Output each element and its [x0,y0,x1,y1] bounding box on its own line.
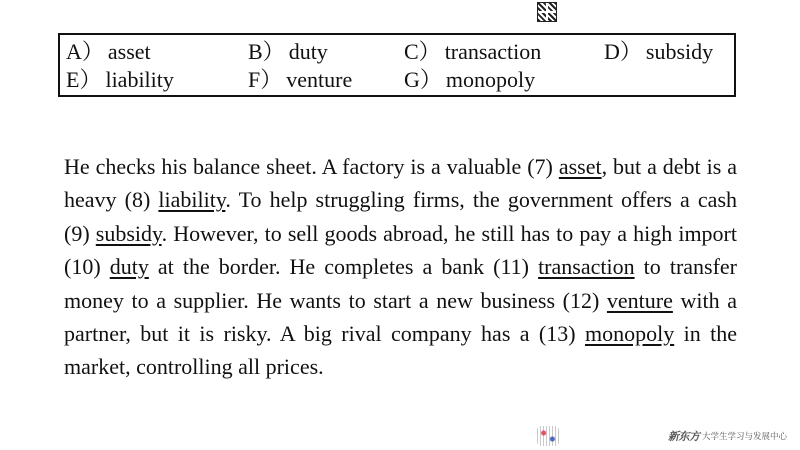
option-letter: G） [404,67,442,92]
passage-text-segment: at the border. He completes a bank (11) [148,254,539,280]
option-word: duty [288,39,328,64]
option-word: liability [105,67,174,92]
passage-text [64,150,737,384]
passage-text-segment: with a partner, but it is risky. A big rival company has a (13) [64,287,737,347]
answer-blank-9: subsidy [95,220,162,246]
mini-program-code-icon [537,426,559,446]
word-option-f [248,67,352,93]
passage-text-segment: He checks his balance sheet. A factory is a valuable (7) [64,154,559,179]
answer-blank-13: monopoly [584,321,675,347]
option-word: transaction [444,39,542,64]
option-letter: F） [248,67,283,92]
brand-name: 大学生学习与发展中心 [702,432,788,442]
option-letter: A） [66,39,104,64]
option-word: monopoly [445,67,536,92]
option-word: subsidy [645,39,714,64]
brand-logo: 新东方 [668,430,700,443]
passage-text-segment: to transfer money to a supplier. He wants to start a new business (12) [64,254,738,313]
word-option-c [404,39,541,65]
word-option-d [604,39,713,65]
answer-blank-12: venture [606,287,673,313]
word-option-a [66,39,151,65]
option-letter: C） [404,39,441,64]
word-option-e [66,67,174,93]
word-option-b [248,39,328,65]
option-word: venture [286,67,353,92]
passage-text-segment: in the market, controlling all prices. [64,321,737,380]
word-bank-box [58,33,736,97]
passage-text-segment: . However, to sell goods abroad, he still has to pay a high import (10) [64,220,737,280]
qr-code-icon [537,2,557,22]
option-letter: D） [604,39,642,64]
answer-blank-7: asset [558,154,602,179]
option-letter: E） [66,67,102,92]
option-letter: B） [248,39,285,64]
passage-text-segment: , but a debt is a heavy (8) [64,154,737,213]
option-word: asset [107,39,151,64]
answer-blank-11: transaction [538,254,635,280]
passage-text-segment: . To help struggling firms, the government offers a cash (9) [64,187,737,246]
word-option-g [404,67,535,93]
answer-blank-8: liability [158,187,226,213]
answer-blank-10: duty [109,254,149,280]
